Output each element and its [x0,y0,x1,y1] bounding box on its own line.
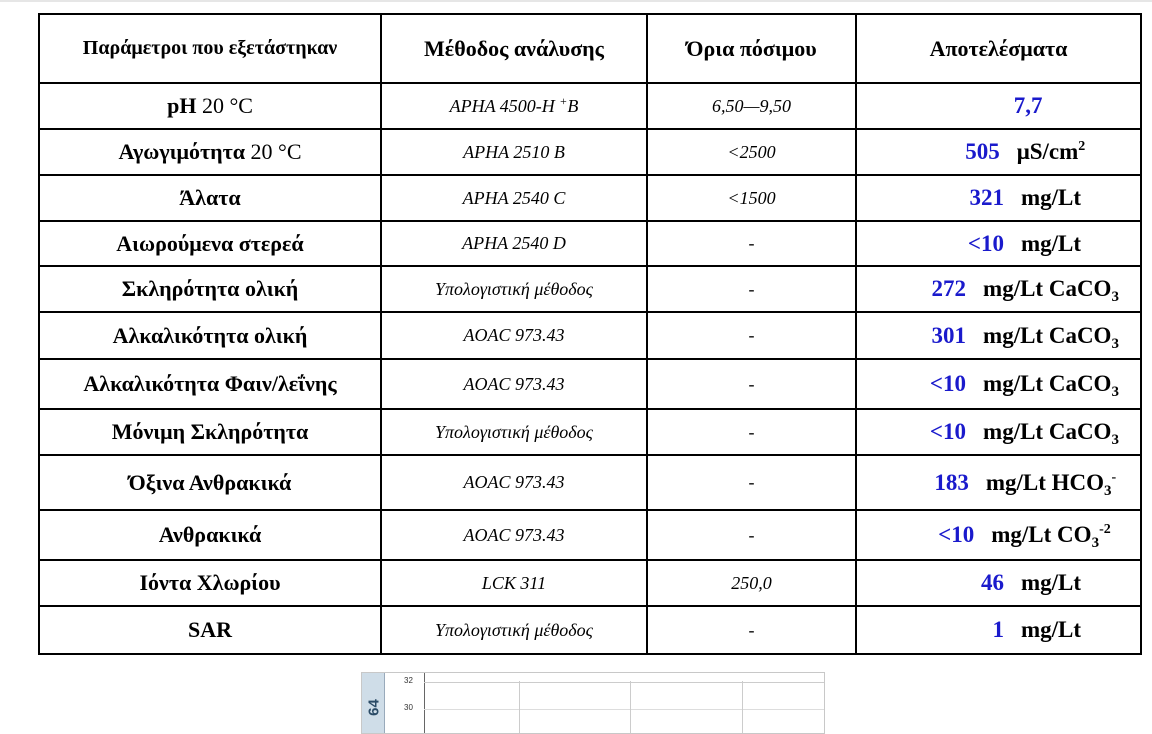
analysis-method: AOAC 973.43 [381,455,647,510]
chart-gridline [630,681,631,733]
table-row [39,606,1141,654]
result-value: 321 [969,185,1004,210]
header-limits: Όρια πόσιμου [647,14,856,83]
unit-superscript: - [1111,469,1117,485]
result-cell [856,359,1141,409]
analysis-method: Υπολογιστική μέθοδος [381,606,647,654]
parameter-name: Αγωγιμότητα 20 °C [39,129,381,175]
result-value: <10 [967,230,1004,256]
unit-subscript: 3 [1111,432,1119,448]
drinking-limit: <2500 [647,129,856,175]
drinking-limit: 250,0 [647,560,856,606]
unit-superscript: 2 [1078,139,1086,154]
analysis-method: LCK 311 [381,560,647,606]
parameter-name: pH 20 °C [39,83,381,129]
table-row [39,221,1141,266]
analysis-method: APHA 2540 C [381,175,647,221]
parameter-name: Όξινα Ανθρακικά [39,455,381,510]
chart-tick-label: 30 [404,703,413,712]
table-row [39,312,1141,359]
chart-gridline [424,682,824,683]
parameter-name: Ανθρακικά [39,510,381,560]
drinking-limit: <1500 [647,175,856,221]
parameter-name: SAR [39,606,381,654]
parameter-name: Σκληρότητα ολική [39,266,381,312]
unit-subscript: 3 [1111,335,1119,352]
result-unit: mg/Lt CaCO$_3$ [983,276,1119,305]
result-cell [856,266,1141,312]
drinking-limit: - [647,359,856,409]
result-cell [856,129,1141,175]
parameter-name: Αλκαλικότητα Φαιν/λεΐνης [39,359,381,409]
header-method: Μέθοδος ανάλυσης [381,14,647,83]
result-value: 183 [934,469,969,495]
analysis-method: Υπολογιστική μέθοδος [381,266,647,312]
result-unit: mg/Lt [1020,230,1082,256]
result-unit: mg/Lt CaCO$_3$ [983,322,1119,352]
table-row [39,266,1141,312]
result-cell [856,510,1141,560]
chart-side-code: 64 [362,673,385,733]
table-row [39,83,1141,129]
parameter-name: Μόνιμη Σκληρότητα [39,409,381,455]
method-superscript: + [559,93,568,108]
result-value: 301 [931,322,967,348]
analysis-method: APHA 2540 D [381,221,647,266]
result-value: <10 [938,522,975,547]
analysis-method: AOAC 973.43 [381,312,647,359]
result-unit: mg/Lt [1020,617,1082,642]
drinking-limit: - [647,606,856,654]
result-unit: $\mu S/cm^2$ [1016,139,1086,164]
table-row [39,560,1141,606]
result-unit: mg/Lt CaCO$_3$ [983,371,1119,400]
analysis-method: APHA 4500-H +B [381,83,647,129]
result-cell [856,312,1141,359]
result-cell [856,175,1141,221]
drinking-limit: - [647,266,856,312]
result-unit: mg/Lt [1020,570,1082,595]
result-cell [856,606,1141,654]
header-row [39,14,1141,83]
drinking-limit: - [647,221,856,266]
parameter-name: Άλατα [39,175,381,221]
analysis-method: Υπολογιστική μέθοδος [381,409,647,455]
result-value: 7,7 [1013,93,1043,118]
result-cell [856,560,1141,606]
chart-tick-label: 32 [404,676,413,685]
table-row [39,510,1141,560]
top-divider [0,0,1152,2]
result-cell [856,221,1141,266]
result-value: <10 [929,419,967,444]
result-unit: mg/Lt $CO_3^{-2}$ [991,522,1111,551]
chart-gridline [519,681,520,733]
result-unit: mg/Lt $HCO_3^-$ [985,469,1117,499]
table-row [39,175,1141,221]
result-value: 505 [965,139,1000,164]
table-row [39,129,1141,175]
drinking-limit: - [647,510,856,560]
parameter-name: Ιόντα Χλωρίου [39,560,381,606]
chart-gridline [742,681,743,733]
drinking-limit: - [647,312,856,359]
header-parameters: Παράμετροι που εξετάστηκαν [39,14,381,83]
unit-subscript: 3 [1111,289,1119,305]
unit-subscript: 3 [1111,384,1119,400]
water-analysis-table [38,13,1142,655]
drinking-limit: 6,50—9,50 [647,83,856,129]
analysis-method: AOAC 973.43 [381,359,647,409]
header-results: Αποτελέσματα [856,14,1141,83]
parameter-name: Αλκαλικότητα ολική [39,312,381,359]
analysis-method: AOAC 973.43 [381,510,647,560]
result-unit: mg/Lt [1020,185,1082,210]
result-value: 46 [980,570,1004,595]
table-row [39,455,1141,510]
unit-subscript: 3 [1104,482,1112,499]
result-cell [856,409,1141,455]
result-value: 1 [992,617,1004,642]
chart-thumbnail [361,672,825,734]
unit-superscript: -2 [1099,522,1111,537]
table-row [39,359,1141,409]
result-value: 272 [931,276,967,301]
result-cell [856,455,1141,510]
drinking-limit: - [647,409,856,455]
table-row [39,409,1141,455]
chart-gridline [424,709,824,710]
result-cell [856,83,1141,129]
parameter-name: Αιωρούμενα στερεά [39,221,381,266]
result-unit: mg/Lt CaCO$_3$ [983,419,1119,448]
analysis-method: APHA 2510 B [381,129,647,175]
drinking-limit: - [647,455,856,510]
unit-subscript: 3 [1091,535,1100,551]
result-value: <10 [929,371,967,396]
